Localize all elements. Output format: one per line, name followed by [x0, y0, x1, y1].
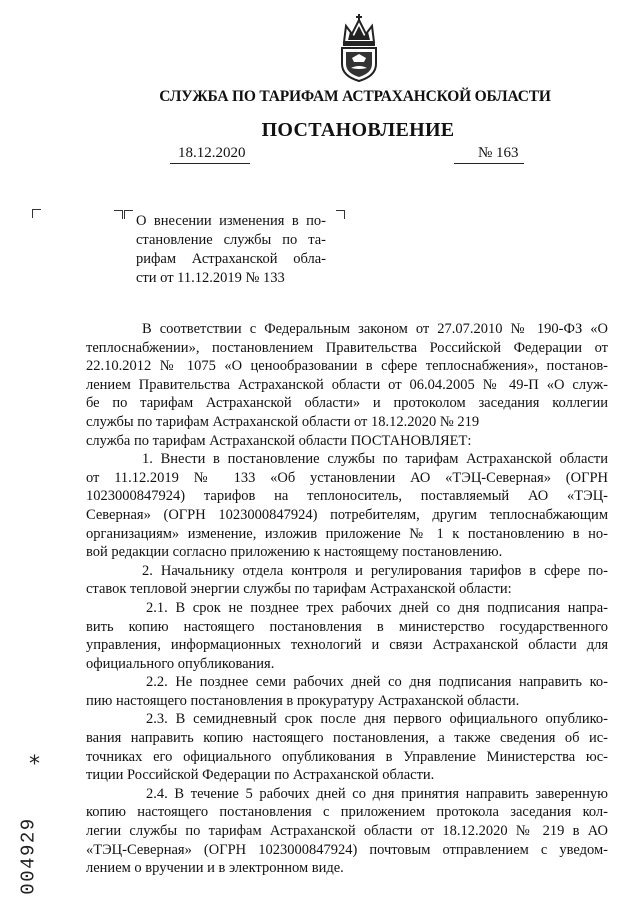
preamble-line: службы по тарифам Астраханской области от 18.12.2020 № 219	[86, 413, 480, 430]
preamble-line: В соответствии с Федеральным законом от 27.07.2010 № 190-ФЗ «О	[142, 321, 608, 337]
subject-line: рифам Астраханской обла-	[136, 251, 326, 267]
item-2-2-line: пию настоящего постановления в прокуратуру Астраханской области.	[86, 692, 520, 709]
corner-mark	[336, 210, 345, 219]
item-2-1-line: управления, информационных технологий и связи Астраханской области для	[86, 637, 608, 654]
corner-mark	[114, 210, 123, 219]
preamble-line: служба по тарифам Астраханской области ПОСТАНОВЛЯЕТ:	[86, 432, 472, 449]
serial-number-stamp	[17, 745, 54, 895]
item-2-4-line: лением о вручении и в электронном виде.	[86, 860, 344, 877]
item-2-1-line: вить копию настоящего постановления в министерство государственного	[86, 618, 608, 635]
item-2-3-line: точниках его официального опубликования в Управление Министерства юс-	[86, 748, 608, 765]
document-subject	[136, 212, 326, 288]
item-2-1-line: официального опубликования.	[86, 655, 275, 672]
item-1-line: 1023000847924) тарифов на теплоноситель, поставляемый АО «ТЭЦ-	[86, 488, 608, 505]
item-1-line: от 11.12.2019 № 133 «Об установлении АО «ТЭЦ-Северная» (ОГРН	[86, 469, 608, 486]
number-underline	[454, 163, 524, 164]
document-date: 18.12.2020	[178, 145, 246, 161]
item-2-3-line: вания направить копию настоящего постановления, а также сведения об ис-	[86, 730, 608, 747]
item-1-line: 1. Внести в постановление службы по тарифам Астраханской области	[142, 451, 608, 468]
document-type: ПОСТАНОВЛЕНИЕ	[261, 119, 455, 141]
item-2-line: 2. Начальнику отдела контроля и регулирования тарифов в сфере по-	[142, 562, 608, 579]
item-2-line: ставок тепловой энергии службы по тарифам Астраханской области:	[86, 581, 512, 598]
item-2-4-line: «ТЭЦ-Северная» (ОГРН 1023000847924) почтовым отправлением с уведом-	[86, 841, 608, 858]
document-number: № 163	[478, 145, 519, 161]
subject-line: сти от 11.12.2019 № 133	[136, 270, 285, 286]
item-1-line: Северная» (ОГРН 1023000847924) потребителям, другим теплоснабжающим	[86, 506, 608, 523]
item-2-1-line: 2.1. В срок не позднее трех рабочих дней со дня подписания напра-	[146, 599, 608, 616]
stamp-star-mark: *	[29, 752, 40, 777]
item-1-line: вой редакции согласно приложению к настоящему постановлению.	[86, 544, 503, 561]
corner-mark	[32, 209, 41, 218]
item-2-4-line: копию настоящего постановления с приложением протокола заседания кол-	[86, 804, 608, 821]
item-2-3-line: 2.3. В семидневный срок после дня первого официального опублико-	[146, 711, 608, 728]
item-2-4-line: легии службы по тарифам Астраханской области от 18.12.2020 № 219 в АО	[86, 823, 608, 840]
item-1-line: организациям» изменение, изложив приложение № 1 к постановлению в но-	[86, 525, 608, 542]
item-2-4-line: 2.4. В течение 5 рабочих дней со дня принятия направить заверенную	[146, 785, 608, 802]
preamble-line: лением Правительства Астраханской области от 06.04.2005 № 49-П «О служ-	[86, 376, 608, 393]
document-body	[86, 320, 608, 878]
serial-number: 004929	[17, 817, 40, 895]
subject-line: становление службы по та-	[136, 232, 326, 248]
preamble-line: бе по тарифам Астраханской области» и протоколом заседания коллегии	[86, 395, 608, 412]
organization-name: СЛУЖБА ПО ТАРИФАМ АСТРАХАНСКОЙ ОБЛАСТИ	[159, 88, 551, 105]
preamble-line: 22.10.2012 № 1075 «О ценообразовании в сфере теплоснабжения», постанов-	[86, 358, 608, 375]
coat-of-arms-emblem	[334, 12, 384, 82]
preamble-line: теплоснабжении», постановлением Правительства Российской Федерации от	[86, 339, 608, 356]
item-2-2-line: 2.2. Не позднее семи рабочих дней со дня подписания направить ко-	[146, 674, 608, 691]
item-2-3-line: тиции Российской Федерации по Астраханской области.	[86, 767, 435, 784]
date-underline	[170, 163, 250, 164]
corner-mark	[124, 210, 133, 219]
subject-line: О внесении изменения в по-	[136, 213, 326, 229]
